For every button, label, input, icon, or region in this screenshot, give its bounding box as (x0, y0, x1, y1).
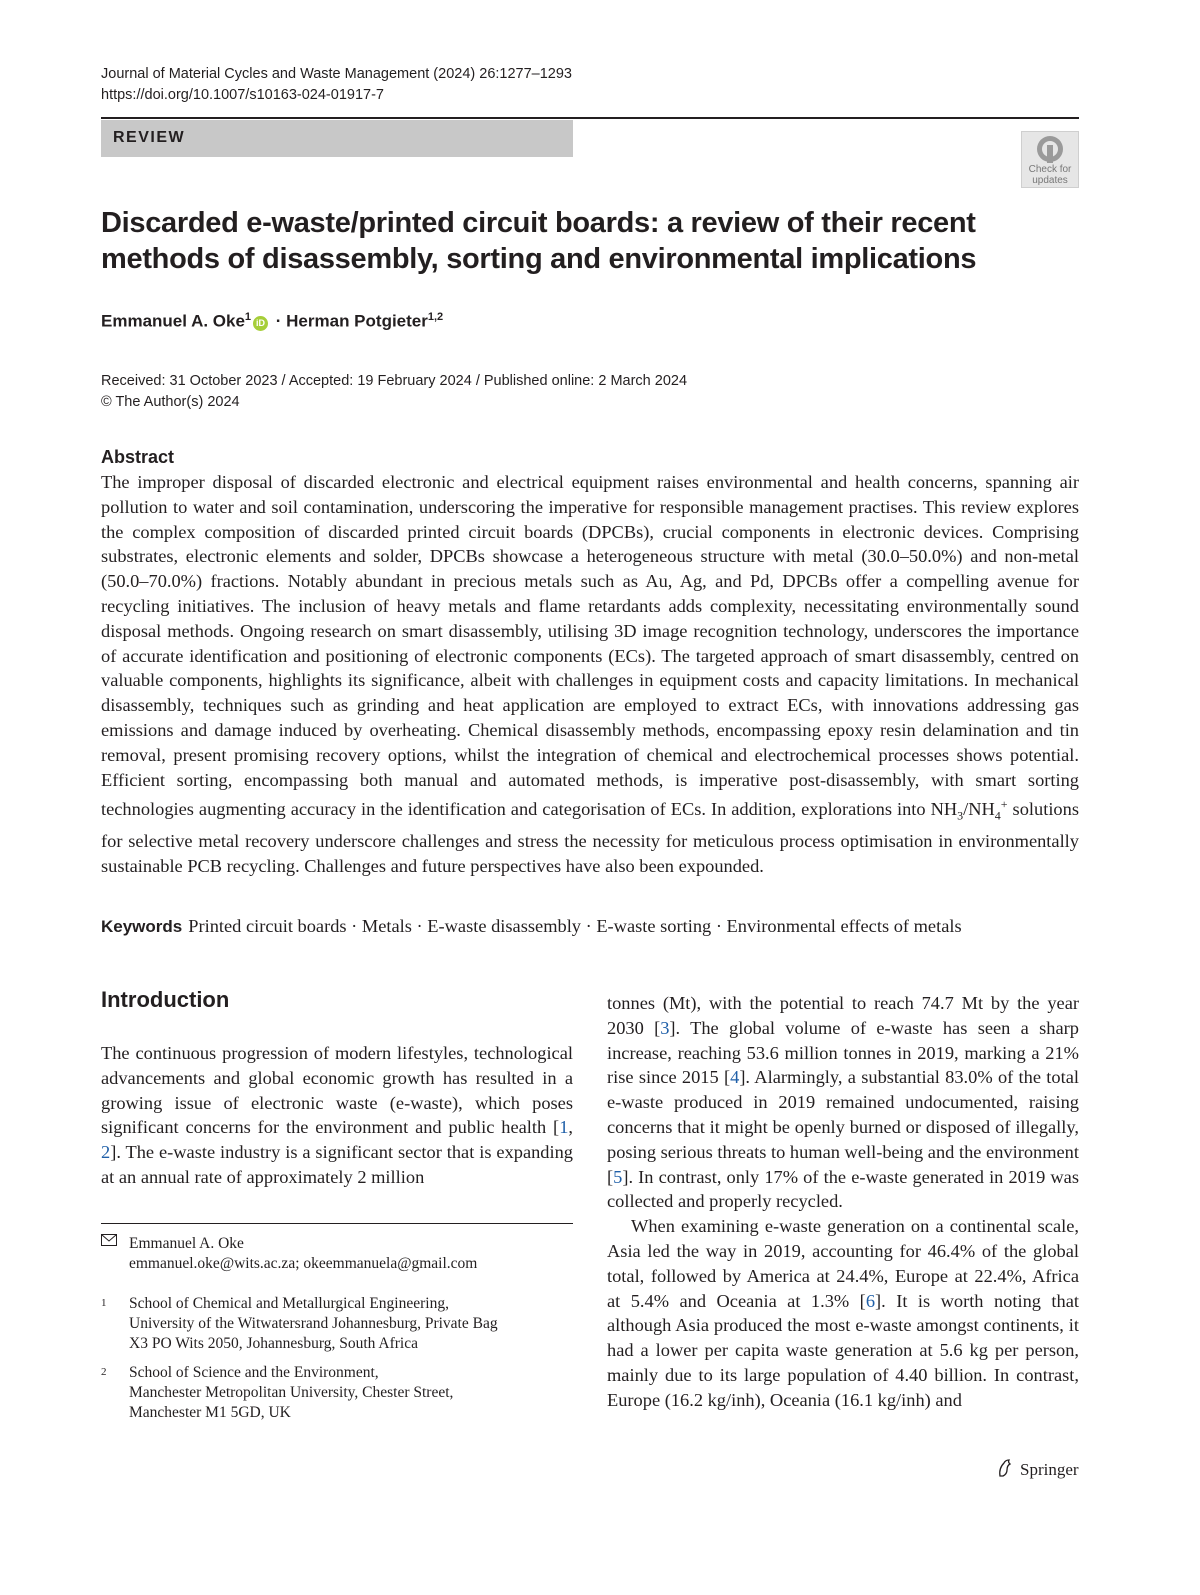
footnote-rule (101, 1223, 573, 1224)
header-rule (101, 117, 1079, 119)
citation-ref-3[interactable]: 3 (660, 1017, 670, 1038)
affiliation-1-line: University of the Witwatersrand Johannesburg, Private Bag (129, 1314, 498, 1332)
author-2-name[interactable]: Herman Potgieter (286, 311, 428, 331)
citation-ref-1[interactable]: 1 (559, 1117, 569, 1138)
publisher-logo (995, 1458, 1079, 1480)
check-for-updates-badge[interactable] (1021, 131, 1079, 188)
citation-ref-2[interactable]: 2 (101, 1142, 111, 1163)
author-1-affil: 1 (244, 311, 252, 323)
affiliation-1-mark: 1 (101, 1297, 107, 1309)
author-1-name[interactable]: Emmanuel A. Oke (101, 311, 245, 331)
dates-line: Received: 31 October 2023 / Accepted: 19 February 2024 / Published online: 2 March 2024 (101, 373, 688, 389)
orcid-icon[interactable]: iD (253, 316, 268, 331)
article-type-label: REVIEW (113, 129, 186, 146)
journal-citation: Journal of Material Cycles and Waste Management (2024) 26:1277–1293 (101, 66, 572, 82)
corresponding-author-email[interactable]: emmanuel.oke@wits.ac.za; okeemmanuela@gmail.com (129, 1254, 478, 1272)
corresponding-author-footnote (101, 1234, 477, 1274)
author-2-affil: 1,2 (427, 311, 444, 323)
affiliation-2-footnote (101, 1363, 453, 1422)
intro-text: The continuous progression of modern lifestyles, technological advancements and global economic growth has resulted in a growing issue of electronic waste (e-waste), which poses significant concerns for the environment and public health [ (101, 1043, 573, 1138)
affiliation-1-footnote (101, 1294, 498, 1353)
affiliation-1-line: X3 PO Wits 2050, Johannesburg, South Africa (129, 1334, 418, 1352)
keywords-label: Keywords (101, 917, 183, 936)
affiliation-2-line: Manchester M1 5GD, UK (129, 1403, 291, 1421)
affiliation-1-line: School of Chemical and Metallurgical Engineering, (129, 1295, 449, 1312)
abstract-text-part1: The improper disposal of discarded electronic and electrical equipment raises environmental and health concerns, spanning air pollution to water and soil contamination, underscoring the imperative for responsible management practises. This review explores the complex composition of discarded printed circuit boards (DPCBs), crucial components in electronic devices. Comprising substrates, electronic elements and solder, DPCBs showcase a heterogeneous structure with metal (30.0–50.0%) and non-metal (50.0–70.0%) fractions. Notably abundant in precious metals such as Au, Ag, and Pd, DPCBs offer a compelling avenue for recycling initiatives. The inclusion of heavy metals and flame retardants adds complexity, necessitating environmentally sound disposal methods. Ongoing research on smart disassembly, utilising 3D image recognition technology, underscores the importance of accurate identification and positioning of electronic components (ECs). The targeted approach of smart disassembly, centred on valuable components, highlights its significance, albeit with challenges in equipment costs and capacity limitations. In mechanical disassembly, techniques such as grinding and heat application are employed to extract ECs, with innovations addressing gas emissions and damage induced by overheating. Chemical disassembly methods, encompassing epoxy resin delamination and tin removal, present promising recovery options, whilst the integration of chemical and electrochemical processes shows potential. Efficient sorting, encompassing both manual and automated methods, is imperative post-disassembly, with smart sorting technologies augmenting accuracy in the identification and categorisation of ECs. In addition, explorations into (101, 472, 1079, 820)
abstract-heading: Abstract (101, 447, 175, 467)
author-separator: · (271, 311, 287, 331)
check-badge-line1: Check for (1028, 164, 1072, 175)
check-badge-line2: updates (1032, 175, 1068, 186)
corresponding-author-name: Emmanuel A. Oke (129, 1235, 244, 1252)
affiliation-2-mark: 2 (101, 1366, 107, 1378)
citation-ref-4[interactable]: 4 (730, 1067, 740, 1088)
abstract-text-part2: solutions for selective metal recovery underscore challenges and stress the necessity for meticulous process optimisation in environmentally sustainable PCB recycling. Challenges and future perspectives have also been expounded. (101, 799, 1079, 876)
intro-text: ]. The e-waste industry is a significant sector that is expanding at an annual rate of approximately 2 million (101, 1142, 573, 1187)
publication-history (101, 371, 687, 413)
introduction-right-column (607, 991, 1079, 1413)
title-line-2: methods of disassembly, sorting and environmental implications (101, 243, 977, 275)
check-updates-icon (1036, 135, 1064, 163)
keywords-list: Printed circuit boards · Metals · E-waste disassembly · E-waste sorting · Environmental effects of metals (188, 916, 962, 936)
formula-nh3-nh4: $NH_3/NH_4^+$ (930, 797, 1008, 824)
journal-header (101, 64, 572, 106)
citation-ref-6[interactable]: 6 (865, 1290, 876, 1311)
affiliation-2-line: Manchester Metropolitan University, Chester Street, (129, 1383, 454, 1401)
affiliation-2-line: School of Science and the Environment, (129, 1364, 379, 1381)
citation-ref-5[interactable]: 5 (613, 1166, 623, 1187)
envelope-icon (101, 1234, 125, 1254)
copyright-line: © The Author(s) 2024 (101, 394, 240, 410)
introduction-left-column: The continuous progression of modern lifestyles, technological advancements and global economic growth has resulted in a growing issue of electronic waste (e-waste), which poses significant concerns for the environment and public health [1, 2]. The e-waste industry is a significant sector that is expanding at an annual rate of approximately 2 million (101, 1043, 573, 1187)
article-title (101, 205, 1061, 277)
publisher-name: Springer (1020, 1460, 1079, 1479)
intro-paragraph-1: tonnes (Mt), with the potential to reach 74.7 Mt by the year 2030 [3]. The global volume of e-waste has seen a sharp increase, reaching 53.6 million tonnes in 2019, marking a 21% rise since 2015 [4]. Alarmingly, a substantial 83.0% of the total e-waste produced in 2019 remained undocumented, raising concerns that it might be openly burned or disposed of illegally, posing serious threats to human well-being and the environment [5]. In contrast, only 17% of the e-waste generated in 2019 was collected and properly recycled. (607, 993, 1079, 1212)
author-list (101, 311, 443, 332)
springer-horse-icon (995, 1458, 1015, 1478)
title-line-1: Discarded e-waste/printed circuit boards: a review of their recent (101, 207, 976, 239)
doi-link[interactable]: https://doi.org/10.1007/s10163-024-01917-7 (101, 87, 384, 103)
keywords-line (101, 916, 962, 937)
abstract-text (101, 470, 1079, 879)
intro-paragraph-2: When examining e-waste generation on a continental scale, Asia led the way in 2019, accounting for 46.4% of the global total, followed by America at 24.4%, Europe at 22.4%, Africa at 5.4% and Oceania at 1.3% [6]. It is worth noting that although Asia produced the most e-waste amongst continents, it had a lower per capita waste generation at 5.6 kg per person, mainly due to its large population of 4.40 billion. In contrast, Europe (16.2 kg/inh), Oceania (16.1 kg/inh) and (607, 1216, 1079, 1410)
introduction-heading: Introduction (101, 987, 230, 1012)
